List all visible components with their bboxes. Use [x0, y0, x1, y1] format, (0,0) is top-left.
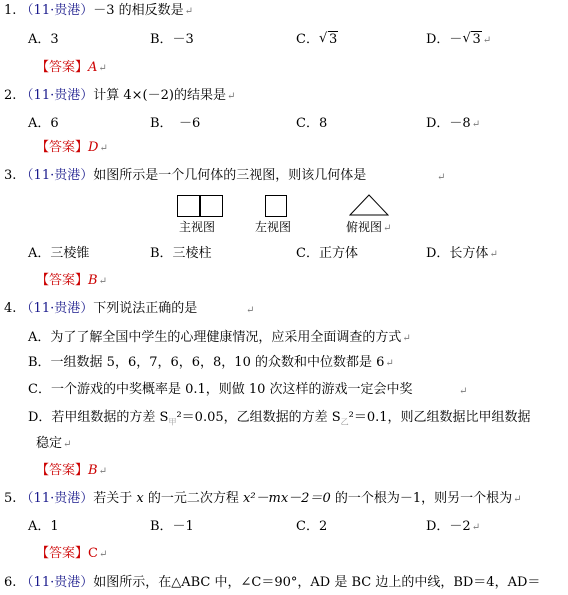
- return-mark-icon: ↵: [246, 305, 255, 316]
- option-c: C．正方体: [296, 246, 358, 261]
- option-b: B．－1: [150, 519, 194, 534]
- question-number: 3.: [4, 168, 17, 183]
- option-c: C．2: [296, 519, 328, 534]
- question-1: [4, 3, 193, 20]
- question-3: [4, 168, 366, 184]
- option-d: D．－8↵: [426, 116, 481, 131]
- option-b: B． －6: [150, 116, 201, 131]
- option-d: D．－2↵: [426, 519, 481, 534]
- option-a: A．1: [28, 519, 59, 534]
- question-2: 2. （11·贵港）计算 4×(－2)的结果是↵: [4, 88, 236, 103]
- question-number: 4.: [4, 301, 17, 316]
- answer-4: 【答案】B↵: [36, 463, 107, 478]
- source-tag: （11·贵港）: [20, 575, 94, 590]
- answer-5: 【答案】C↵: [36, 546, 108, 561]
- front-view-left-rect: [177, 195, 201, 217]
- option-b: B．－3: [150, 32, 194, 47]
- question-number: 2.: [4, 88, 17, 103]
- option-d-continued: 稳定↵: [36, 436, 72, 451]
- question-6: [4, 575, 540, 591]
- source-tag: （11·贵港）: [20, 3, 94, 18]
- side-view-rect: [265, 195, 287, 217]
- question-text: 计算 4×(－2)的结果是: [93, 88, 226, 103]
- option-a: A．3: [28, 32, 59, 47]
- option-d: D．长方体↵: [426, 246, 498, 261]
- front-view-label: 主视图: [179, 220, 216, 234]
- source-tag: （11·贵港）: [20, 301, 94, 316]
- source-tag: （11·贵港）: [20, 88, 94, 103]
- top-view-triangle: [349, 193, 389, 217]
- answer-3: 【答案】B↵: [36, 273, 107, 288]
- sqrt-symbol: √ 3: [318, 31, 338, 47]
- option-c: C．一个游戏的中奖概率是 0.1，则做 10 次这样的游戏一定会中奖: [28, 382, 413, 397]
- option-d: D．－ √ 3 ↵: [426, 31, 492, 47]
- question-4: [4, 301, 197, 317]
- answer-1: 【答案】A↵: [36, 60, 107, 75]
- option-b: B．三棱柱: [150, 246, 212, 261]
- side-view-label: 左视图: [255, 220, 292, 234]
- front-view-right-rect: [199, 195, 223, 217]
- question-number: 5.: [4, 491, 17, 506]
- question-number: 1.: [4, 3, 17, 18]
- option-d: D．若甲组数据的方差 $S_甲^2=0.05$，乙组数据的方差 $S_乙^2=0.1$，则乙组数据比甲组数据: [28, 410, 531, 427]
- return-mark-icon: ↵: [184, 6, 194, 17]
- top-view-label: 俯视图↵: [346, 220, 392, 234]
- option-a: A．为了了解全国中学生的心理健康情况，应采用全面调查的方式↵: [28, 330, 411, 345]
- option-a: A．三棱锥: [28, 246, 90, 261]
- question-text: 下列说法正确的是: [93, 301, 198, 316]
- return-mark-icon: ↵: [437, 172, 446, 183]
- source-tag: （11·贵港）: [20, 491, 94, 506]
- option-c: C．8: [296, 116, 328, 131]
- source-tag: （11·贵港）: [20, 168, 94, 183]
- option-a: A．6: [28, 116, 59, 131]
- return-mark-icon: ↵: [459, 386, 468, 397]
- question-text: 如图所示是一个几何体的三视图，则该几何体是: [93, 168, 367, 183]
- sqrt-symbol: √ 3: [462, 31, 481, 47]
- question-5: 5. （11·贵港）若关于 x 的一元二次方程 x²－mx－2＝0 的一个根为－1，则另一个根为↵: [4, 491, 522, 506]
- question-text: －3 的相反数是: [93, 3, 184, 18]
- question-text: 如图所示，在△ABC 中，∠C＝90°，AD 是 BC 边上的中线，BD＝4，AD＝: [93, 575, 541, 590]
- option-c: C． √ 3: [296, 31, 338, 47]
- question-number: 6.: [4, 575, 17, 590]
- answer-2: 【答案】D↵: [36, 140, 108, 155]
- option-b: B．一组数据 5，6，7，6，6，8，10 的众数和中位数都是 6↵: [28, 355, 394, 370]
